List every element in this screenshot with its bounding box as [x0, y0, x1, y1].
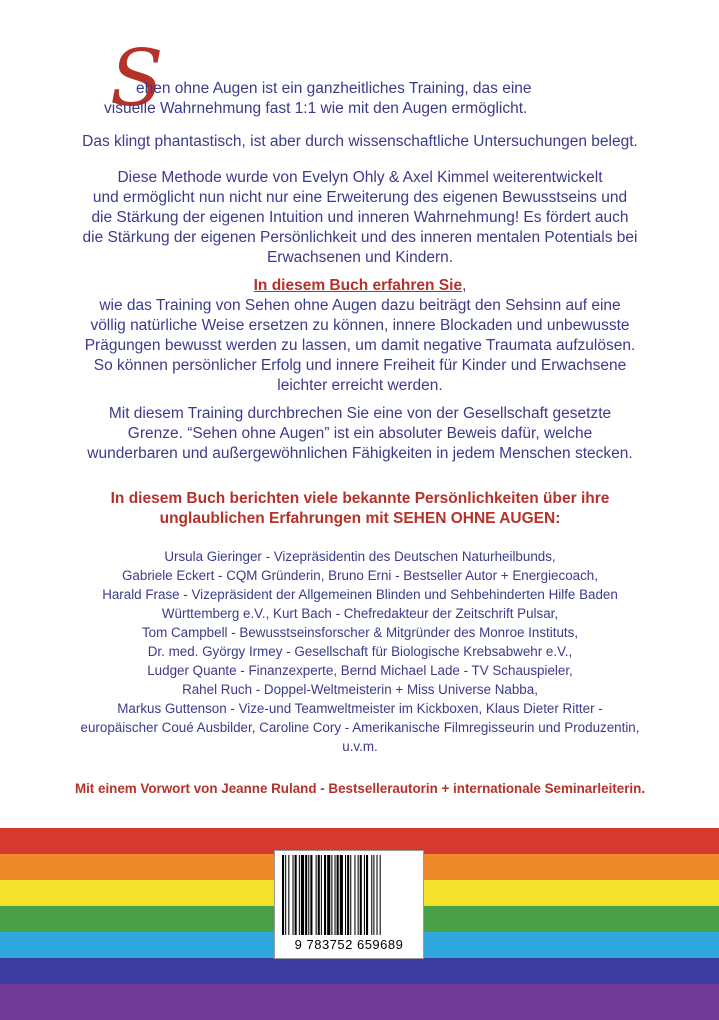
barcode-bar	[380, 855, 381, 935]
foreword-note: Mit einem Vorwort von Jeanne Ruland - Bestsellerautorin + internationale Seminarleiterin.	[74, 781, 646, 796]
contributors-list	[20, 547, 700, 756]
barcode-bar	[345, 855, 346, 935]
contributor-line: Ludger Quante - Finanzexperte, Bernd Michael Lade - TV Schauspieler,	[147, 663, 573, 678]
learn-line: völlig natürliche Weise ersetzen zu können, innere Blockaden und unbewusste	[90, 317, 630, 334]
contributor-line: u.v.m.	[342, 739, 378, 754]
training-paragraph	[30, 404, 690, 464]
barcode-bar	[364, 855, 365, 935]
barcode-bar	[360, 855, 362, 935]
contributor-line: Württemberg e.V., Kurt Bach - Chefredakteur der Zeitschrift Pulsar,	[161, 606, 559, 621]
barcode-bar	[354, 855, 355, 935]
barcode-bar	[318, 855, 320, 935]
method-line: und ermöglicht nun nicht nur eine Erweiterung des eigenen Bewusstseins und	[92, 189, 628, 206]
barcode-bar	[310, 855, 312, 935]
barcode-bar	[285, 855, 286, 935]
barcode-bar	[301, 855, 304, 935]
training-line: Grenze. “Sehen ohne Augen” ist ein absoluter Beweis dafür, welche	[127, 425, 593, 442]
learn-line: So können persönlicher Erfolg und innere Freiheit für Kinder und Erwachsene	[93, 357, 627, 374]
barcode-bar	[316, 855, 317, 935]
contributor-line: Markus Guttenson - Vize-und Teamweltmeister im Kickboxen, Klaus Dieter Ritter -	[117, 701, 603, 716]
isbn-barcode	[274, 850, 424, 959]
contributor-line: Ursula Gieringer - Vizepräsidentin des Deutschen Naturheilbunds,	[164, 549, 556, 564]
barcode-bar	[305, 855, 307, 935]
method-paragraph	[30, 168, 690, 268]
barcode-bar	[327, 855, 330, 935]
barcode-bar	[321, 855, 322, 935]
contributor-line: Rahel Ruch - Doppel-Weltmeisterin + Miss Universe Nabba,	[182, 682, 538, 697]
learn-paragraph	[30, 276, 690, 396]
barcode-bar	[331, 855, 332, 935]
isbn-digits: 9 783752 659689	[294, 937, 404, 952]
method-line: die Stärkung der eigenen Persönlichkeit und des inneren mentalen Potentials bei	[82, 229, 638, 246]
intro-line-2: visuelle Wahrnehmung fast 1:1 wie mit den Augen ermöglicht.	[104, 100, 528, 117]
contributor-line: europäischer Coué Ausbilder, Caroline Cory - Amerikanische Filmregisseurin und Produzentin,	[80, 720, 640, 735]
contributor-line: Harald Frase - Vizepräsident der Allgemeinen Blinden und Sehbehinderten Hilfe Baden	[102, 587, 618, 602]
contributor-line: Tom Campbell - Bewusstseinsforscher & Mitgründer des Monroe Instituts,	[141, 625, 579, 640]
barcode-bar	[324, 855, 326, 935]
barcode-bar	[295, 855, 297, 935]
barcode-bar	[337, 855, 339, 935]
method-line: Erwachsenen und Kindern.	[266, 249, 454, 266]
barcode-bar	[282, 855, 284, 935]
barcode-bars	[279, 855, 419, 937]
barcode-bar	[347, 855, 349, 935]
contributor-line: Gabriele Eckert - CQM Gründerin, Bruno Erni - Bestseller Autor + Energiecoach,	[122, 568, 598, 583]
barcode-bar	[350, 855, 351, 935]
learn-line: leichter erreicht werden.	[277, 377, 443, 394]
drop-cap-letter: S	[110, 34, 164, 124]
barcode-bar	[377, 855, 378, 935]
barcode-bar	[371, 855, 372, 935]
barcode-bar	[293, 855, 294, 935]
barcode-bar	[358, 855, 359, 935]
method-line: Diese Methode wurde von Evelyn Ohly & Axel Kimmel weiterentwickelt	[117, 169, 603, 186]
barcode-bar	[299, 855, 300, 935]
training-line: Mit diesem Training durchbrechen Sie eine von der Gesellschaft gesetzte	[108, 405, 612, 422]
learn-line: Prägungen bewusst werden zu lassen, um damit negative Traumata aufzulösen.	[84, 337, 636, 354]
intro-line-1: ehen ohne Augen ist ein ganzheitliches Training, das eine	[136, 80, 532, 97]
method-line: die Stärkung der eigenen Intuition und inneren Wahrnehmung! Es fördert auch	[91, 209, 629, 226]
learn-heading: In diesem Buch erfahren Sie	[253, 277, 463, 294]
learn-heading-comma: ,	[462, 277, 467, 294]
barcode-bar	[340, 855, 343, 935]
barcode-bar	[366, 855, 368, 935]
barcode-bar	[335, 855, 336, 935]
rainbow-stripe-blue	[0, 958, 719, 986]
learn-line: wie das Training von Sehen ohne Augen dazu beiträgt den Sehsinn auf eine	[99, 297, 621, 314]
training-line: wunderbaren und außergewöhnlichen Fähigkeiten in jedem Menschen stecken.	[87, 445, 633, 462]
claim-paragraph: Das klingt phantastisch, ist aber durch wissenschaftliche Untersuchungen belegt.	[82, 133, 638, 150]
barcode-bar	[308, 855, 309, 935]
contributor-line: Dr. med. György Irmey - Gesellschaft für Biologische Krebsabwehr e.V.,	[147, 644, 573, 659]
barcode-bar	[288, 855, 289, 935]
barcode-bar	[373, 855, 374, 935]
celebrities-heading: In diesem Buch berichten viele bekannte Persönlichkeiten über ihre unglaublichen Erfahrungen mit SEHEN OHNE AUGEN:	[110, 490, 610, 527]
rainbow-stripe-violet	[0, 984, 719, 1020]
